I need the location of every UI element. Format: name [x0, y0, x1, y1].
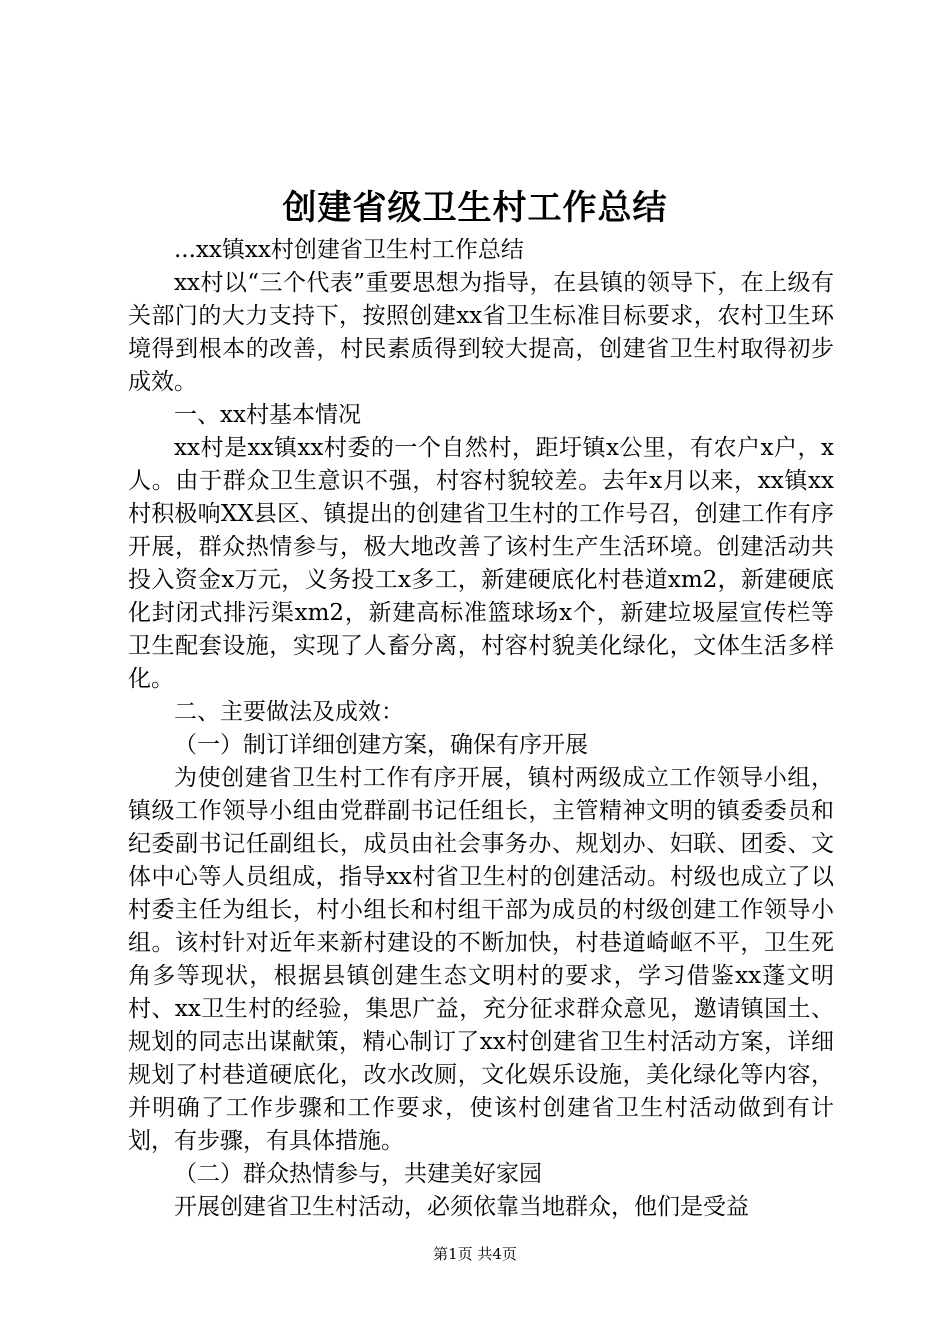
intro-paragraph: xx村以“三个代表”重要思想为指导，在县镇的领导下，在上级有关部门的大力支持下，按照创建xx省卫生标准目标要求，农村卫生环境得到根本的改善，村民素质得到较大提高，创建省卫生村取得初步成效。: [128, 270, 834, 395]
subsection-heading-plan: （一）制订详细创建方案，确保有序开展: [174, 732, 588, 758]
subsection-heading-participation: （二）群众热情参与，共建美好家园: [174, 1161, 542, 1187]
basic-info-paragraph: xx村是xx镇xx村委的一个自然村，距圩镇x公里，有农户x户，x人。由于群众卫生意识不强，村容村貌较差。去年x月以来，xx镇xx村积极响XX县区、镇提出的创建省卫生村的工作号召，创建工作有序开展，群众热情参与，极大地改善了该村生产生活环境。创建活动共投入资金x万元，义务投工x多工，新建硬底化村巷道xm2，新建硬底化封闭式排污渠xm2，新建高标准篮球场x个，新建垃圾屋宣传栏等卫生配套设施，实现了人畜分离，村容村貌美化绿化，文体生活多样化。: [128, 435, 834, 692]
subtitle-paragraph: ...xx镇xx村创建省卫生村工作总结: [174, 237, 524, 263]
participation-paragraph: 开展创建省卫生村活动，必须依靠当地群众，他们是受益: [174, 1194, 749, 1220]
section-heading-basic-info: 一、xx村基本情况: [174, 402, 361, 428]
plan-paragraph: 为使创建省卫生村工作有序开展，镇村两级成立工作领导小组，镇级工作领导小组由党群副书记任组长，主管精神文明的镇委委员和纪委副书记任副组长，成员由社会事务办、规划办、妇联、团委、文体中心等人员组成，指导xx村省卫生村的创建活动。村级也成立了以村委主任为组长，村小组长和村组干部为成员的村级创建工作领导小组。该村针对近年来新村建设的不断加快，村巷道崎岖不平，卫生死角多等现状，根据县镇创建生态文明村的要求，学习借鉴xx蓬文明村、xx卫生村的经验，集思广益，充分征求群众意见，邀请镇国土、规划的同志出谋献策，精心制订了xx村创建省卫生村活动方案，详细规划了村巷道硬底化，改水改厕，文化娱乐设施，美化绿化等内容，并明确了工作步骤和工作要求，使该村创建省卫生村活动做到有计划，有步骤，有具体措施。: [128, 765, 834, 1154]
document-body: [128, 234, 834, 1224]
document-title: 创建省级卫生村工作总结: [282, 188, 668, 228]
section-heading-methods: 二、主要做法及成效：: [174, 699, 404, 725]
page-footer: 第1页 共4页: [433, 1245, 517, 1263]
